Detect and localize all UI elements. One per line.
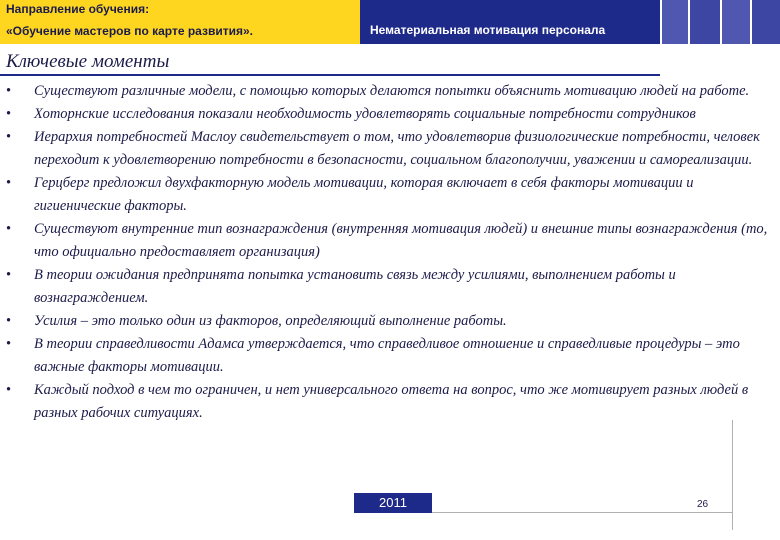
bullet-item	[6, 126, 774, 172]
bullet-item	[6, 172, 774, 218]
footer-divider	[432, 512, 732, 513]
bullet-item	[6, 80, 774, 103]
bullet-marker: •	[6, 83, 12, 99]
decor-square	[722, 0, 750, 44]
bullet-text: Иерархия потребностей Маслоу свидетельствует о том, что удовлетворив физиологические потребности, человек переходит к удовлетворению потребности в безопасности, социальном благополучии, уважении и самореализации.	[34, 129, 760, 168]
bullet-item	[6, 218, 774, 264]
bullet-text: В теории ожидания предпринята попытка установить связь между усилиями, выполнением работы и вознаграждением.	[34, 267, 676, 306]
bullet-item	[6, 103, 774, 126]
topic-title: Нематериальная мотивация персонала	[370, 23, 606, 37]
bullet-marker: •	[6, 221, 12, 237]
bullet-text: Каждый подход в чем то ограничен, и нет универсального ответа на вопрос, что же мотивирует разных людей в разных рабочих ситуациях.	[34, 382, 749, 421]
section-title: Ключевые моменты	[6, 51, 170, 72]
page-number: 26	[697, 499, 709, 510]
year-badge: 2011	[354, 493, 432, 513]
bullet-marker: •	[6, 106, 12, 122]
bullet-item	[6, 264, 774, 310]
bullet-text: Хоторнские исследования показали необходимость удовлетворять социальные потребности сотрудников	[34, 106, 696, 122]
bullet-marker: •	[6, 336, 12, 352]
decor-square	[662, 0, 688, 44]
title-divider	[0, 74, 660, 76]
decor-square	[690, 0, 720, 44]
bullet-text: Герцберг предложил двухфакторную модель мотивации, которая включает в себя факторы мотивации и гигиенические факторы.	[34, 175, 694, 214]
bullet-item	[6, 310, 774, 333]
header-topic-panel	[360, 0, 660, 44]
bullet-marker: •	[6, 267, 12, 283]
footer-vertical-divider	[732, 420, 733, 530]
bullet-text: Существуют различные модели, с помощью которых делаются попытки объяснить мотивацию людей на работе.	[34, 83, 750, 99]
bullet-marker: •	[6, 313, 12, 329]
direction-value: «Обучение мастеров по карте развития».	[6, 24, 253, 38]
bullet-marker: •	[6, 175, 12, 191]
bullet-marker: •	[6, 382, 12, 398]
bullet-item	[6, 379, 774, 425]
key-points-list	[6, 80, 774, 425]
direction-label: Направление обучения:	[6, 2, 150, 16]
bullet-text: В теории справедливости Адамса утверждается, что справедливое отношение и справедливые процедуры – это важные факторы мотивации.	[34, 336, 740, 375]
bullet-marker: •	[6, 129, 12, 145]
bullet-text: Усилия – это только один из факторов, определяющий выполнение работы.	[34, 313, 507, 329]
bullet-item	[6, 333, 774, 379]
decor-square	[752, 0, 780, 44]
bullet-text: Существуют внутренние тип вознаграждения (внутренняя мотивация людей) и внешние типы вознаграждения (то, что официально предоставляет организация)	[34, 221, 768, 260]
header-direction-panel	[0, 0, 360, 44]
